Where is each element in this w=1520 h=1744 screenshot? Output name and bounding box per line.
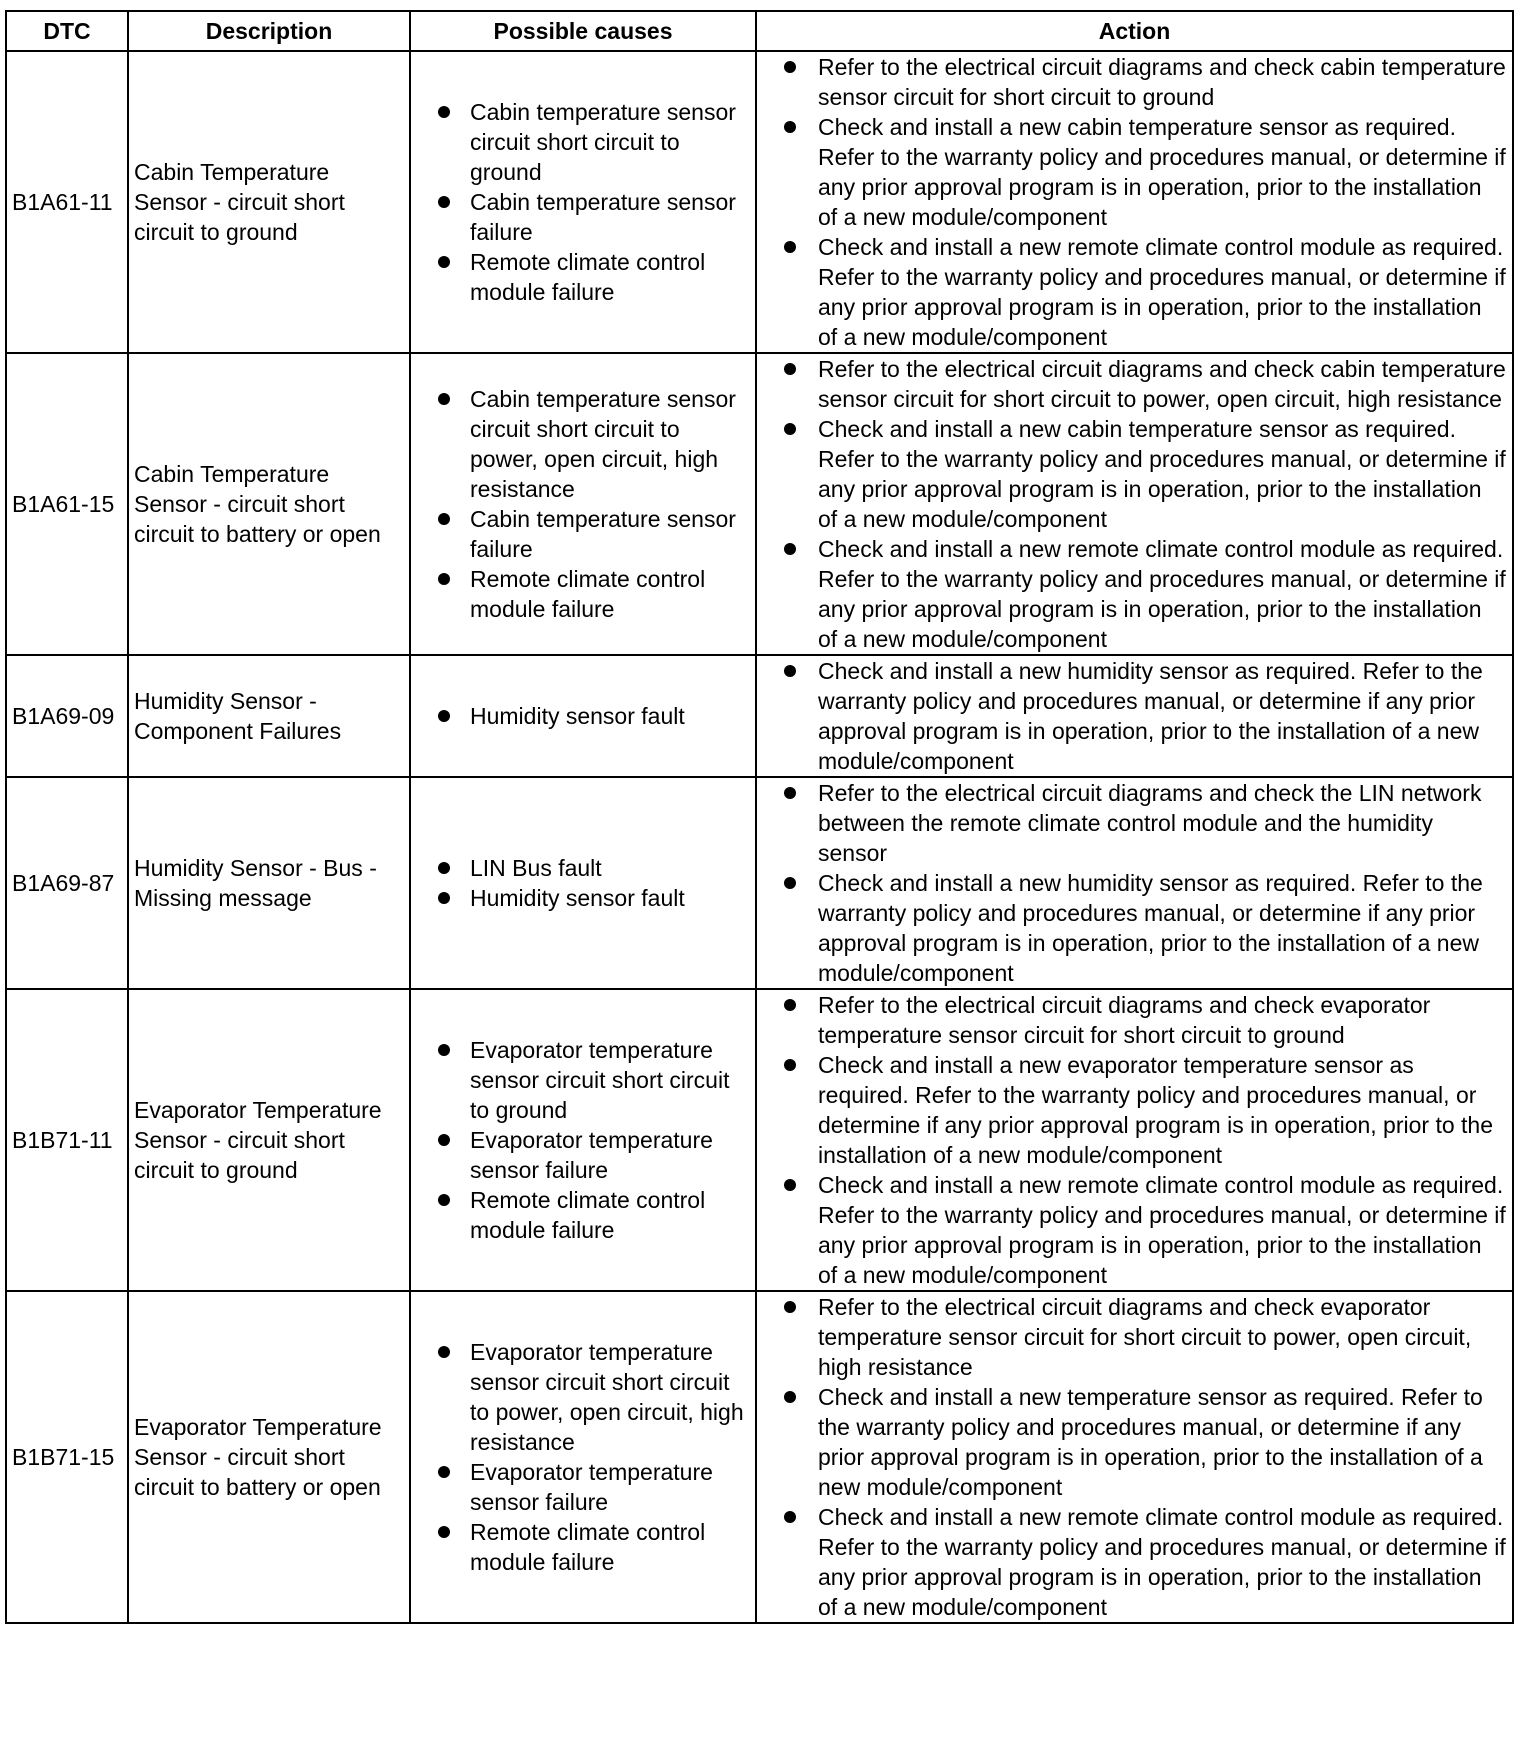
possible-causes-cell: [410, 777, 756, 989]
action-item: Check and install a new humidity sensor as required. Refer to the warranty policy and procedures manual, or determine if any prior approval program is in operation, prior to the installation of a new module/component: [762, 656, 1507, 776]
description-cell: Evaporator Temperature Sensor - circuit short circuit to battery or open: [128, 1291, 410, 1623]
action-item: Check and install a new remote climate control module as required. Refer to the warranty policy and procedures manual, or determine if any prior approval program is in operation, prior to the installation of a new module/component: [762, 232, 1507, 352]
actions-list: [762, 1292, 1507, 1622]
cause-item: Remote climate control module failure: [416, 1517, 750, 1577]
cause-item: Evaporator temperature sensor failure: [416, 1125, 750, 1185]
description-cell: Humidity Sensor - Component Failures: [128, 655, 410, 777]
possible-causes-cell: [410, 655, 756, 777]
dtc-table: [5, 10, 1514, 1624]
action-cell: [756, 989, 1513, 1291]
table-row: [6, 989, 1513, 1291]
table-row: [6, 1291, 1513, 1623]
action-item: Check and install a new temperature sensor as required. Refer to the warranty policy and procedures manual, or determine if any prior approval program is in operation, prior to the installation of a new module/component: [762, 1382, 1507, 1502]
cause-item: Evaporator temperature sensor circuit short circuit to power, open circuit, high resistance: [416, 1337, 750, 1457]
cause-item: Humidity sensor fault: [416, 883, 750, 913]
description-cell: Cabin Temperature Sensor - circuit short circuit to ground: [128, 51, 410, 353]
action-cell: [756, 1291, 1513, 1623]
table-row: [6, 777, 1513, 989]
action-cell: [756, 655, 1513, 777]
cause-item: Cabin temperature sensor circuit short circuit to ground: [416, 97, 750, 187]
possible-causes-cell: [410, 989, 756, 1291]
action-item: Check and install a new humidity sensor as required. Refer to the warranty policy and procedures manual, or determine if any prior approval program is in operation, prior to the installation of a new module/component: [762, 868, 1507, 988]
cause-item: Remote climate control module failure: [416, 247, 750, 307]
header-possible-causes: Possible causes: [410, 11, 756, 51]
header-action: Action: [756, 11, 1513, 51]
action-item: Refer to the electrical circuit diagrams and check the LIN network between the remote climate control module and the humidity sensor: [762, 778, 1507, 868]
dtc-table-container: [5, 10, 1514, 1624]
actions-list: [762, 656, 1507, 776]
action-item: Check and install a new remote climate control module as required. Refer to the warranty policy and procedures manual, or determine if any prior approval program is in operation, prior to the installation of a new module/component: [762, 1502, 1507, 1622]
causes-list: [416, 97, 750, 307]
action-item: Refer to the electrical circuit diagrams and check evaporator temperature sensor circuit for short circuit to power, open circuit, high resistance: [762, 1292, 1507, 1382]
dtc-code-cell: B1B71-15: [6, 1291, 128, 1623]
action-cell: [756, 353, 1513, 655]
cause-item: Cabin temperature sensor circuit short circuit to power, open circuit, high resistance: [416, 384, 750, 504]
possible-causes-cell: [410, 1291, 756, 1623]
action-item: Check and install a new remote climate control module as required. Refer to the warranty policy and procedures manual, or determine if any prior approval program is in operation, prior to the installation of a new module/component: [762, 534, 1507, 654]
description-cell: Evaporator Temperature Sensor - circuit short circuit to ground: [128, 989, 410, 1291]
cause-item: LIN Bus fault: [416, 853, 750, 883]
causes-list: [416, 1337, 750, 1577]
table-body: [6, 51, 1513, 1623]
cause-item: Evaporator temperature sensor circuit short circuit to ground: [416, 1035, 750, 1125]
description-cell: Humidity Sensor - Bus - Missing message: [128, 777, 410, 989]
causes-list: [416, 384, 750, 624]
actions-list: [762, 778, 1507, 988]
action-item: Refer to the electrical circuit diagrams and check cabin temperature sensor circuit for short circuit to power, open circuit, high resistance: [762, 354, 1507, 414]
causes-list: [416, 1035, 750, 1245]
actions-list: [762, 354, 1507, 654]
actions-list: [762, 52, 1507, 352]
cause-item: Remote climate control module failure: [416, 564, 750, 624]
action-cell: [756, 51, 1513, 353]
table-header-row: [6, 11, 1513, 51]
dtc-code-cell: B1A61-15: [6, 353, 128, 655]
cause-item: Cabin temperature sensor failure: [416, 504, 750, 564]
action-item: Refer to the electrical circuit diagrams and check evaporator temperature sensor circuit for short circuit to ground: [762, 990, 1507, 1050]
table-row: [6, 353, 1513, 655]
causes-list: [416, 853, 750, 913]
actions-list: [762, 990, 1507, 1290]
cause-item: Remote climate control module failure: [416, 1185, 750, 1245]
action-item: Refer to the electrical circuit diagrams and check cabin temperature sensor circuit for short circuit to ground: [762, 52, 1507, 112]
table-row: [6, 51, 1513, 353]
dtc-code-cell: B1A69-87: [6, 777, 128, 989]
dtc-code-cell: B1A69-09: [6, 655, 128, 777]
header-dtc: DTC: [6, 11, 128, 51]
description-cell: Cabin Temperature Sensor - circuit short circuit to battery or open: [128, 353, 410, 655]
action-item: Check and install a new evaporator temperature sensor as required. Refer to the warranty policy and procedures manual, or determine if any prior approval program is in operation, prior to the installation of a new module/component: [762, 1050, 1507, 1170]
dtc-code-cell: B1B71-11: [6, 989, 128, 1291]
possible-causes-cell: [410, 353, 756, 655]
action-cell: [756, 777, 1513, 989]
action-item: Check and install a new cabin temperature sensor as required. Refer to the warranty policy and procedures manual, or determine if any prior approval program is in operation, prior to the installation of a new module/component: [762, 112, 1507, 232]
dtc-code-cell: B1A61-11: [6, 51, 128, 353]
header-description: Description: [128, 11, 410, 51]
table-row: [6, 655, 1513, 777]
cause-item: Humidity sensor fault: [416, 701, 750, 731]
action-item: Check and install a new cabin temperature sensor as required. Refer to the warranty policy and procedures manual, or determine if any prior approval program is in operation, prior to the installation of a new module/component: [762, 414, 1507, 534]
action-item: Check and install a new remote climate control module as required. Refer to the warranty policy and procedures manual, or determine if any prior approval program is in operation, prior to the installation of a new module/component: [762, 1170, 1507, 1290]
causes-list: [416, 701, 750, 731]
cause-item: Evaporator temperature sensor failure: [416, 1457, 750, 1517]
possible-causes-cell: [410, 51, 756, 353]
cause-item: Cabin temperature sensor failure: [416, 187, 750, 247]
